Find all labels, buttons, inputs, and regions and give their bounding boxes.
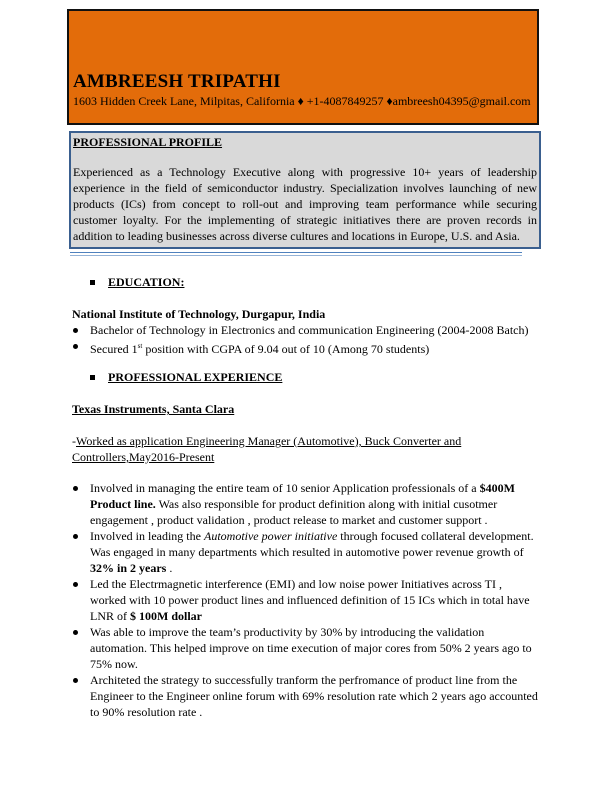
- experience-item-text: Led the Electrmagnetic interference (EMI) and low noise power Initiatives across TI , worked with 10 power product lines and influenced definition of 15 ICs which in total have LNR of: [90, 577, 530, 623]
- role-line-1: Worked as application Engineering Manager (Automotive), Buck Converter and: [76, 434, 462, 448]
- experience-item-bold: $400M Product line.: [90, 481, 515, 511]
- contact-line: 1603 Hidden Creek Lane, Milpitas, California ♦ +1-4087849257 ♦ambreesh04395@gmail.com: [73, 94, 531, 108]
- experience-item: [72, 528, 538, 576]
- experience-item-bold: 32% in 2 years: [90, 561, 167, 575]
- role-description: [72, 433, 542, 465]
- education-item: [72, 338, 542, 357]
- candidate-name: AMBREESH TRIPATHI: [73, 71, 281, 92]
- experience-item-text-rest: .: [166, 561, 173, 575]
- experience-item-bold: $ 100M dollar: [130, 609, 202, 623]
- experience-item-italic: Automotive power initiative: [203, 529, 338, 543]
- role-line-2: Controllers,May2016-Present: [72, 450, 215, 464]
- company-name: Texas Instruments, Santa Clara: [72, 402, 235, 416]
- experience-item-text: Was able to improve the team’s productivity by 30% by introducing the validation automation. This helped improve on time execution of major cores from 50% 2 years ago to 75% now.: [90, 625, 532, 671]
- experience-item: [72, 624, 538, 672]
- experience-heading: PROFESSIONAL EXPERIENCE: [108, 370, 283, 384]
- profile-heading: PROFESSIONAL PROFILE: [73, 135, 223, 149]
- profile-text: Experienced as a Technology Executive along with progressive 10+ years of leadership experience in the field of semiconductor industry. Specialization involves launching of new products (ICs) from concept to roll-out and improving team performance while securing customer loyalty. For the implementing of strategic initiatives there are proven records in addition to leading businesses across diverse cultures and locations in Europe, U.S. and Asia.: [73, 165, 537, 243]
- experience-item: [72, 480, 538, 528]
- education-item-text: Secured 1: [90, 342, 138, 356]
- resume-header: [67, 9, 539, 125]
- experience-item: [72, 672, 538, 720]
- experience-item: [72, 576, 538, 624]
- ordinal-suffix: st: [137, 342, 143, 350]
- education-item: [72, 322, 542, 338]
- education-item-text-rest: position with CGPA of 9.04 out of 10 (Among 70 students): [142, 342, 430, 356]
- education-item-text: Bachelor of Technology in Electronics and communication Engineering (2004-2008 Batch): [90, 323, 529, 337]
- experience-item-text: Involved in managing the entire team of 10 senior Application professionals of a: [90, 481, 480, 495]
- square-bullet-icon: [90, 280, 95, 285]
- education-heading: EDUCATION:: [108, 275, 185, 289]
- experience-list: [72, 480, 538, 720]
- divider-line: [70, 252, 522, 253]
- divider-line-light: [70, 255, 522, 256]
- experience-item-text-rest: Was also responsible for product definition along with initial cusotmer engagement , product validation , product release to market and customer support .: [90, 497, 498, 527]
- education-institute: National Institute of Technology, Durgapur, India: [72, 307, 326, 321]
- experience-item-text: Involved in leading the: [90, 529, 204, 543]
- professional-profile-box: [69, 131, 541, 249]
- square-bullet-icon: [90, 375, 95, 380]
- experience-item-text-mid: through focused collateral development. Was engaged in many departments which resulted in automotive power revenue growth of: [90, 529, 534, 559]
- education-list: [72, 322, 542, 357]
- role-prefix: -: [72, 434, 76, 448]
- experience-item-text: Architeted the strategy to successfully tranform the perfromance of product line from the Engineer to the Engineer online forum with 69% resolution rate which 2 years ago accounted to 90% resolution rate .: [90, 673, 538, 719]
